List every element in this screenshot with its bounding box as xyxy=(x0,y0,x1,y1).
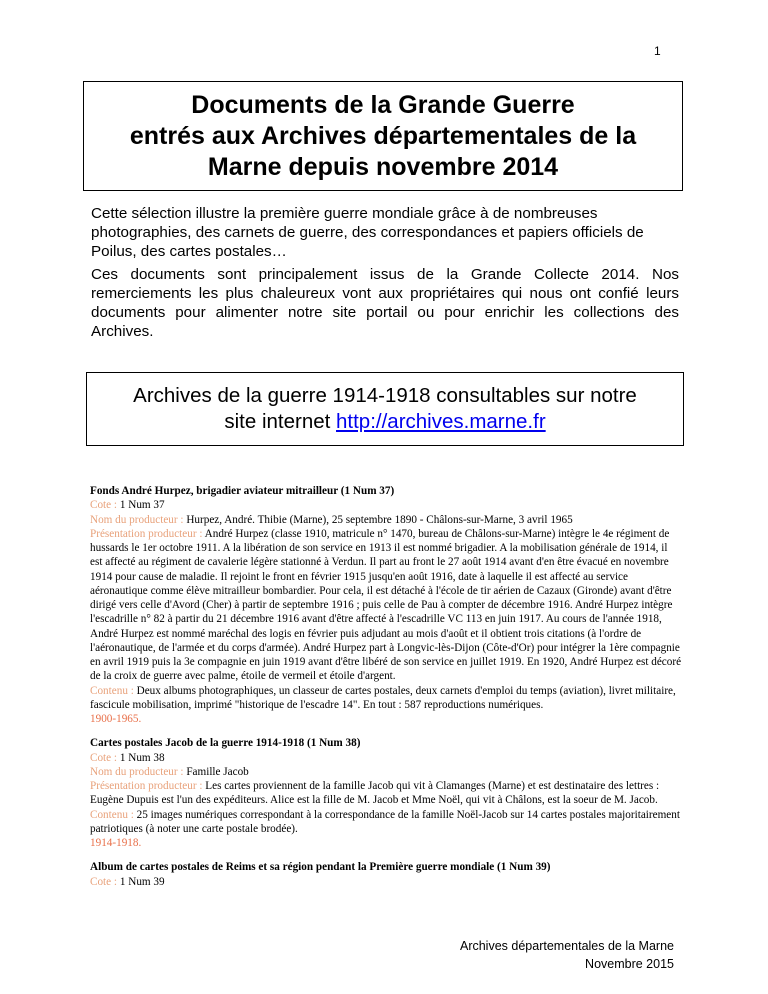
cote-label: Cote : xyxy=(90,751,120,764)
producer-value: Famille Jacob xyxy=(186,765,249,778)
title-line: Marne depuis novembre 2014 xyxy=(207,152,559,181)
subtitle-box xyxy=(86,372,684,446)
record-content xyxy=(90,684,682,713)
content-label: Contenu : xyxy=(90,808,137,821)
page-footer xyxy=(460,937,674,973)
record-title: Fonds André Hurpez, brigadier aviateur mitrailleur (1 Num 37) xyxy=(90,485,395,497)
record-cote xyxy=(90,751,682,765)
record-producer xyxy=(90,765,682,779)
presentation-value: André Hurpez (classe 1910, matricule n° 1470, bureau de Châlons-sur-Marne) intègre le 4e régiment de hussards le 1er octobre 1911. A la libération de son service en 1913 il est nommé brigadier. A la mobilisation générale de 1914, il est affecté au régiment de cavalerie légère stationné à Verdun. Il part au front le 27 août 1914 avant d'en être évacué en novembre 1914 pour cause de maladie. Il rejoint le front en février 1915 jusqu'en août 1916, date à laquelle il est affecté au service aéronautique comme élève mitrailleur bombardier. Pour cela, il est détaché à l'école de tir aérien de Cazaux (Gironde) avant d'être dirigé vers celle d'Avord (Cher) à partir de septembre 1916 ; puis celle de Pau à compter de décembre 1916. André Hurpez intègre l'escadrille n° 82 à partir du 21 décembre 1916 avant d'être affecté à l'escadrille VC 113 en juin 1917. Au cours de l'année 1918, André Hurpez est nommé maréchal des logis en février puis adjudant au mois d'août et il obtient trois citations (à l'ordre de l'aéronautique, de l'armée et du corps d'armée). André Hurpez part à Longvic-lès-Dijon (Côte-d'Or) pour intégrer la 1ère compagnie en avril 1919 puis la 3e compagnie en juin 1919 avant d'être libéré de son service en juillet 1919. En 1920, André Hurpez est décoré de la croix de guerre avec palme, étoile de vermeil et étoile d'argent. xyxy=(90,527,682,683)
record-title: Cartes postales Jacob de la guerre 1914-1918 (1 Num 38) xyxy=(90,737,361,750)
intro-paragraph: Ces documents sont principalement issus de la Grande Collecte 2014. Nos remerciements les plus chaleureux vont aux propriétaires qui nous ont confié leurs documents pour alimenter notre site portail ou pour enrichir les collections des Archives. xyxy=(91,266,679,340)
footer-institution: Archives départementales de la Marne xyxy=(459,939,674,953)
footer-date: Novembre 2015 xyxy=(585,957,674,971)
content-value: Deux albums photographiques, un classeur de cartes postales, deux carnets d'emploi du temps (aviation), livret militaire, fascicule mobilisation, imprimé "historique de l'escadre 14". En tout : 587 reproductions numériques. xyxy=(90,684,676,711)
document-title xyxy=(83,81,683,191)
cote-label: Cote : xyxy=(90,499,120,512)
title-line: entrés aux Archives départementales de la xyxy=(129,121,637,150)
subtitle-prefix: site internet xyxy=(224,410,337,433)
cote-label: Cote : xyxy=(90,875,120,888)
page-number: 1 xyxy=(654,44,661,58)
record-item xyxy=(90,484,682,726)
website-link[interactable]: http://archives.marne.fr xyxy=(336,410,546,433)
producer-label: Nom du producteur : xyxy=(90,513,187,526)
intro-paragraph: Cette sélection illustre la première guerre mondiale grâce à de nombreuses photographies, des carnets de guerre, des correspondances et papiers officiels de Poilus, des cartes postales… xyxy=(91,205,644,260)
record-presentation xyxy=(90,527,682,684)
record-presentation xyxy=(90,779,682,808)
record-item xyxy=(90,860,682,889)
presentation-label: Présentation producteur : xyxy=(90,527,205,540)
cote-value: 1 Num 37 xyxy=(119,499,165,512)
content-value: 25 images numériques correspondant à la correspondance de la famille Noël-Jacob sur 14 cartes postales majoritairement patriotiques (à noter une carte postale brodée). xyxy=(90,808,680,835)
record-dates: 1900-1965. xyxy=(90,713,142,725)
records-list xyxy=(90,484,682,899)
title-line: Documents de la Grande Guerre xyxy=(191,90,575,119)
record-title: Album de cartes postales de Reims et sa région pendant la Première guerre mondiale (1 Num 39) xyxy=(90,861,551,874)
record-cote xyxy=(90,498,682,512)
content-label: Contenu : xyxy=(90,684,137,697)
cote-value: 1 Num 38 xyxy=(119,751,165,764)
record-dates: 1914-1918. xyxy=(90,837,142,849)
producer-value: Hurpez, André. Thibie (Marne), 25 septembre 1890 - Châlons-sur-Marne, 3 avril 1965 xyxy=(186,513,573,526)
subtitle-line-2 xyxy=(224,409,545,435)
record-cote xyxy=(90,875,682,889)
presentation-label: Présentation producteur : xyxy=(90,780,206,792)
producer-label: Nom du producteur : xyxy=(90,765,187,778)
cote-value: 1 Num 39 xyxy=(119,875,165,888)
record-item xyxy=(90,736,682,850)
record-producer xyxy=(90,513,682,527)
subtitle-line: Archives de la guerre 1914-1918 consultables sur notre xyxy=(133,384,637,407)
presentation-value: Les cartes proviennent de la famille Jacob qui vit à Clamanges (Marne) et est destinataire des lettres : Eugène Dupuis est l'un des expéditeurs. Alice est la fille de M. Jacob et Mme Noël, qui vit à Châlons, est la soeur de M. Jacob. xyxy=(90,780,660,807)
record-content xyxy=(90,808,682,837)
